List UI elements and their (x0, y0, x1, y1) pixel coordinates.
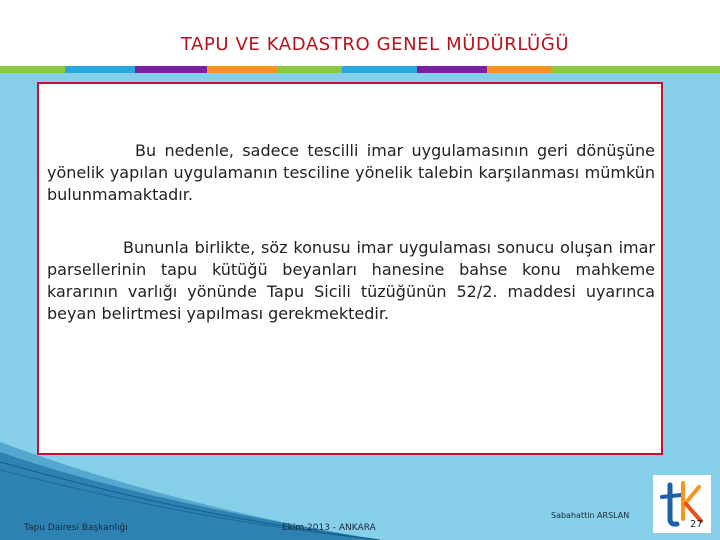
paragraph-1: Bu nedenle, sadece tescilli imar uygulamasının geri dönüşüne yönelik yapılan uygulamanın tesciline yönelik talebin karşılanması mümkün bulunmamaktadır. (47, 141, 655, 204)
stripe-segment (552, 66, 720, 73)
stripe-segment (342, 66, 417, 73)
footer-date: Ekim 2013 - ANKARA (282, 523, 376, 533)
stripe-segment (487, 66, 552, 73)
stripe-segment (417, 66, 487, 73)
page-number: 27 (690, 519, 703, 530)
stripe-segment (207, 66, 277, 73)
footer-author: Sabahattin ARSLAN (551, 511, 630, 520)
stripe-segment (135, 66, 207, 73)
stripe-segment (0, 66, 65, 73)
paragraph-2: Bununla birlikte, söz konusu imar uygulaması sonucu oluşan imar parsellerinin tapu kütüğü beyanları hanesine bahse konu mahkeme kararının varlığı yönünde Tapu Sicili tüzüğünün 52/2. maddesi uyarınca beyan belirtmesi yapılması gerekmektedir. (47, 238, 655, 323)
stripe-segment (277, 66, 342, 73)
footer-department: Tapu Dairesi Başkanlığı (24, 523, 128, 533)
page-title: TAPU VE KADASTRO GENEL MÜDÜRLÜĞÜ (180, 34, 570, 55)
stripe-segment (65, 66, 135, 73)
header-bar (0, 0, 720, 66)
color-stripe (0, 66, 720, 73)
content-box (37, 82, 663, 455)
